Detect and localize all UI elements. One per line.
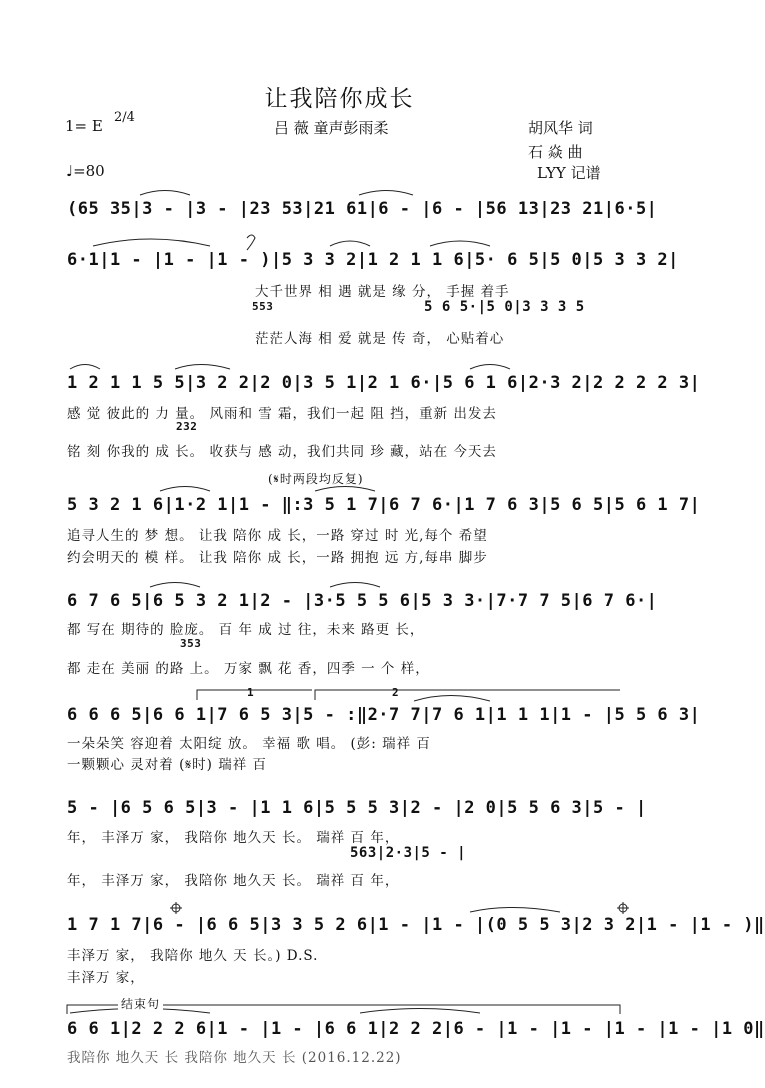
lyrics-row-3-verse-1: 感 觉 彼此的 力 量。 风雨和 雪 霜，我们一起 阻 挡，重新 出发去 [67, 406, 497, 422]
notation-row-7: 5 - |6 5 6 5|3 - |1 1 6|5 5 5 3|2 - |2 0|5 5 6 3|5 - | [67, 798, 647, 818]
lyrics-row-9: 我陪你 地久天 长 我陪你 地久天 长 (2016.12.22) [67, 1050, 402, 1066]
alt-notation-row-2: 5 6 5·|5 0|3 3 3 5 [424, 299, 585, 315]
segno-note: (𝄋时两段均反复) [268, 472, 364, 486]
performers: 吕 薇 童声彭雨柔 [274, 119, 389, 137]
notation-row-3: 1 2 1 1 5 5|3 2 2|2 0|3 5 1|2 1 6·|5 6 1 6|2·3 2|2 2 2 2 3| [67, 373, 701, 393]
lyrics-row-5-verse-2: 都 走在 美丽 的路 上。 万家 飘 花 香，四季 一 个 样， [67, 661, 430, 677]
slur [315, 487, 375, 492]
slur [160, 487, 210, 492]
alt-notes-row-7: 563|2·3|5 - | [350, 845, 467, 861]
volta-1-label: 1 [247, 686, 255, 699]
notation-row-9: 6 6 1|2 2 2 6|1 - |1 - |6 6 1|2 2 2|6 - |1 - |1 - |1 - |1 - |1 0‖ [67, 1019, 765, 1039]
notation-row-2: 6·1|1 - |1 - |1 - )|5 3 3 2|1 2 1 1 6|5· 6 5|5 0|5 3 3 2| [67, 250, 679, 270]
lyrics-row-6-verse-1: 一朵朵笑 容迎着 太阳绽 放。 幸福 歌 唱。 (彭: 瑞祥 百 [67, 736, 431, 752]
lyrics-row-7-verse-2: 年， 丰泽万 家， 我陪你 地久天 长。 瑞祥 百 年， [67, 873, 400, 889]
lyrics-row-6-verse-2: 一颗颗心 灵对着 (𝄋时) 瑞祥 百 [67, 757, 268, 773]
lyrics-row-4-verse-2: 约会明天的 模 样。 让我 陪你 成 长，一路 拥抱 远 方,每串 脚步 [67, 550, 488, 566]
song-title: 让我陪你成长 [264, 86, 415, 112]
volta-2-label: 2 [392, 686, 400, 699]
composer: 石 焱 曲 [528, 143, 583, 161]
lyrics-row-2-verse-2: 茫茫人海 相 爱 就是 传 奇， 心贴着心 [255, 331, 505, 347]
slur [414, 696, 490, 702]
notation-row-5: 6 7 6 5|6 5 3 2 1|2 - |3·5 5 5 6|5 3 3·|7·7 7 5|6 7 6·| [67, 591, 658, 611]
slur [470, 365, 510, 370]
slur [330, 583, 380, 588]
slur [175, 365, 230, 370]
lyrics-row-4-verse-1: 追寻人生的 梦 想。 让我 陪你 成 长，一路 穿过 时 光,每个 希望 [67, 528, 488, 544]
segno-mark [247, 235, 255, 250]
lyrics-row-8-verse-1: 丰泽万 家， 我陪你 地久 天 长。) D.S. [67, 948, 319, 964]
alt-notes-row-5: 353 [180, 637, 202, 650]
alt-notes-row-2: 553 [252, 300, 274, 313]
lyricist: 胡风华 词 [528, 119, 593, 137]
slur [359, 191, 413, 196]
slur [150, 583, 200, 588]
tempo-marking: ♩=80 [66, 162, 105, 180]
slur [330, 241, 370, 246]
key-signature: 1= E [65, 117, 103, 135]
notation-row-6: 6 6 6 5|6 6 1|7 6 5 3|5 - :‖2·7 7|7 6 1|1 1 1|1 - |5 5 6 3| [67, 705, 701, 725]
alt-notes-row-3: 232 [176, 420, 198, 433]
time-signature-text: 2/4 [114, 110, 135, 125]
slur [470, 908, 560, 913]
lyrics-row-8-verse-2: 丰泽万 家， [67, 970, 145, 986]
volta-2-bracket [315, 690, 620, 700]
notation-row-1: (65 35|3 - |3 - |23 53|21 61|6 - |6 - |56 13|23 21|6·5| [67, 199, 658, 219]
notation-row-8: 1 7 1 7|6 - |6 6 5|3 3 5 2 6|1 - |1 - |(0 5 5 3|2 3 2|1 - |1 - )‖ [67, 915, 765, 935]
lyrics-row-7-verse-1: 年， 丰泽万 家， 我陪你 地久天 长。 瑞祥 百 年， [67, 830, 400, 846]
transcriber: LYY 记谱 [537, 164, 601, 182]
notation-row-4: 5 3 2 1 6|1·2 1|1 - ‖:3 5 1 7|6 7 6·|1 7 6 3|5 6 5|5 6 1 7| [67, 495, 701, 515]
lyrics-row-5-verse-1: 都 写在 期待的 脸庞。 百 年 成 过 往，未来 路更 长， [67, 622, 425, 638]
slur [360, 1009, 480, 1014]
lyrics-row-3-verse-2: 铭 刻 你我的 成 长。 收获与 感 动，我们共同 珍 藏，站在 今天去 [67, 444, 497, 460]
slur [93, 239, 210, 246]
lyrics-row-2-verse-1: 大千世界 相 遇 就是 缘 分， 手握 着手 [255, 284, 510, 300]
slur [140, 191, 190, 196]
slur [70, 365, 100, 370]
volta-1-bracket [197, 690, 312, 700]
slur [430, 241, 490, 246]
coda-label: 结束句 [118, 995, 163, 1012]
